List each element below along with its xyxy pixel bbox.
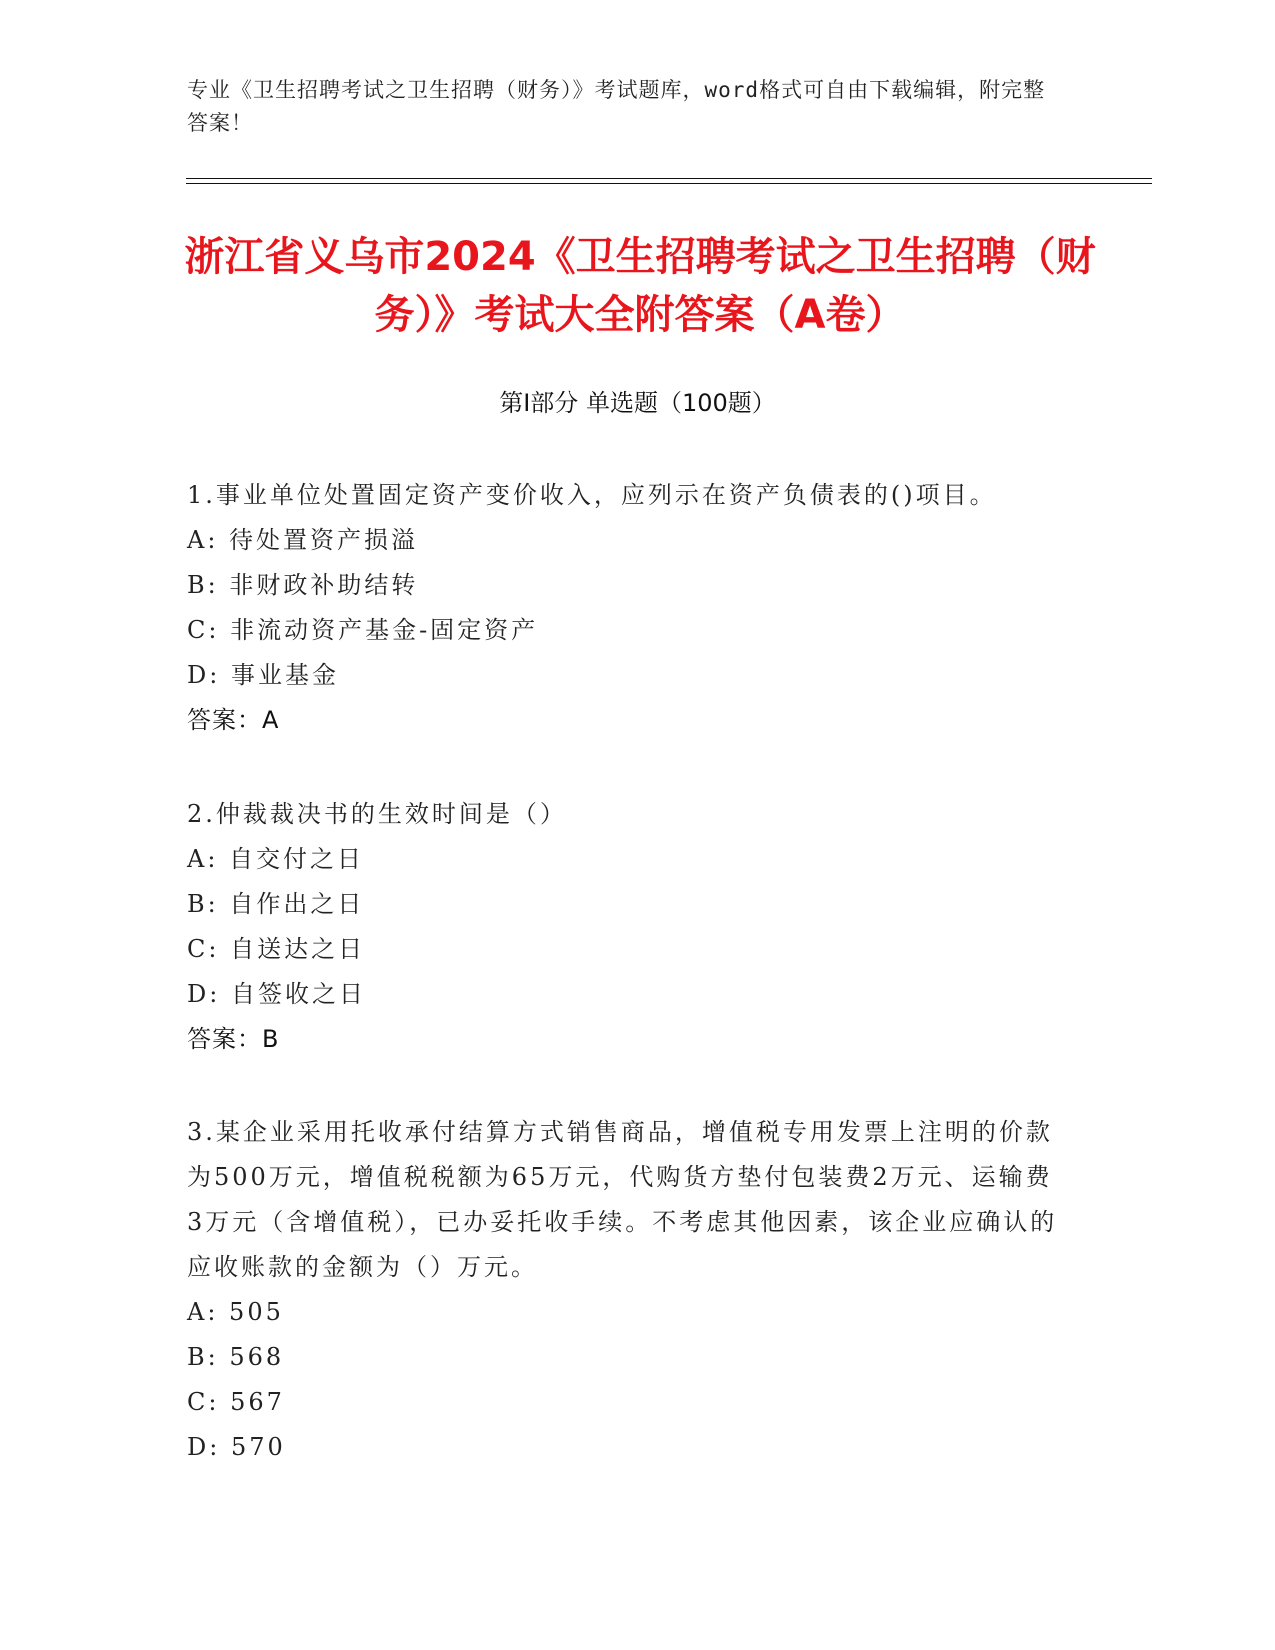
option-d: D: 事业基金 [187, 661, 339, 689]
header-note: 专业《卫生招聘考试之卫生招聘（财务）》考试题库，word格式可自由下载编辑，附完整答案！ [187, 78, 1046, 135]
header-divider-bottom [186, 183, 1152, 184]
question-stem: 2.仲裁裁决书的生效时间是（） [187, 800, 567, 828]
option-a: A: 505 [187, 1298, 284, 1326]
document-title: 浙江省义乌市2024《卫生招聘考试之卫生招聘（财务）》考试大全附答案（A卷） [184, 234, 1096, 338]
option-b: B: 非财政补助结转 [187, 571, 419, 599]
option-c: C: 567 [187, 1388, 285, 1416]
option-b: B: 自作出之日 [187, 890, 365, 918]
option-c: C: 非流动资产基金-固定资产 [187, 616, 539, 644]
question-stem: 3.某企业采用托收承付结算方式销售商品，增值税专用发票上注明的价款为500万元，增值税税额为65万元，代购货方垫付包装费2万元、运输费3万元（含增值税），已办妥托收手续。不考虑其他因素，该企业应确认的应收账款的金额为（）万元。 [187, 1118, 1058, 1281]
option-d: D: 自签收之日 [187, 980, 366, 1008]
option-a: A: 待处置资产损溢 [187, 526, 419, 554]
question-2 [187, 792, 1067, 1062]
section-heading: 第Ⅰ部分 单选题（100题） [499, 389, 776, 417]
option-b: B: 568 [187, 1343, 285, 1371]
option-c: C: 自送达之日 [187, 935, 366, 963]
answer: 答案：B [187, 1025, 280, 1053]
header-divider-top [186, 178, 1152, 179]
answer: 答案：A [187, 706, 280, 734]
question-stem: 1.事业单位处置固定资产变价收入，应列示在资产负债表的()项目。 [187, 481, 997, 509]
question-1 [187, 473, 1067, 743]
option-d: D: 570 [187, 1433, 286, 1461]
question-3 [187, 1110, 1067, 1470]
option-a: A: 自交付之日 [187, 845, 365, 873]
